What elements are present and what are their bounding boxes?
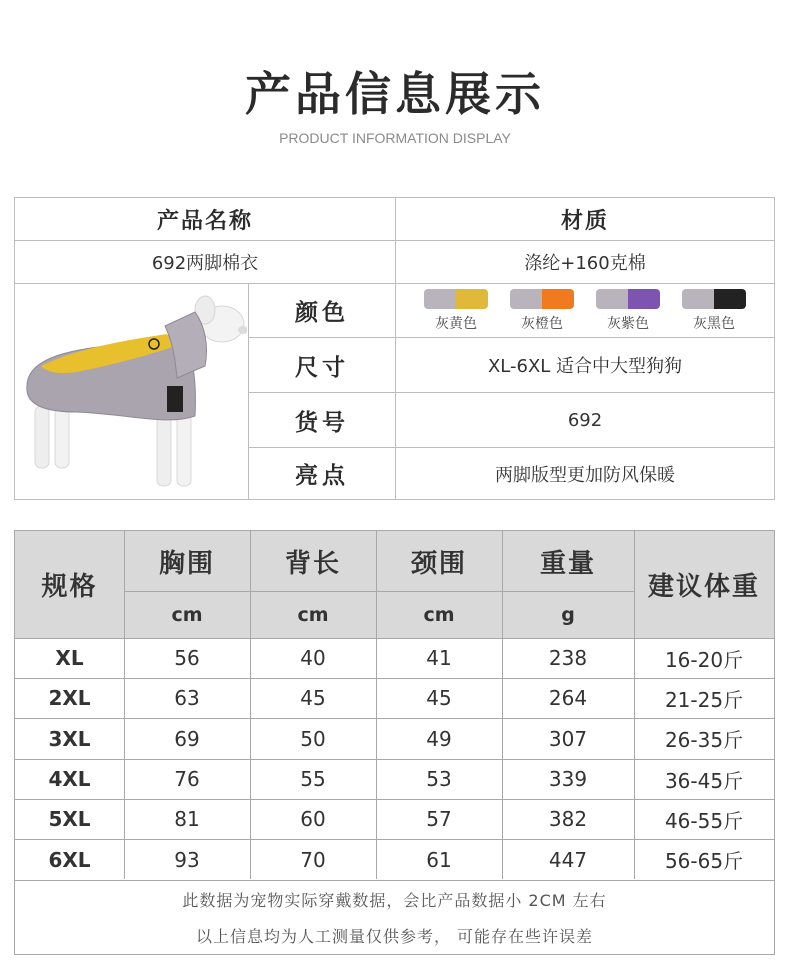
size-value: 21-25斤 [664, 687, 744, 712]
color-name: 灰紫色 [607, 315, 649, 332]
size-name: 5XL [48, 807, 91, 831]
size-value: 53 [426, 767, 452, 791]
size-value: 61 [426, 847, 452, 872]
size-value: 307 [548, 726, 588, 751]
highlight-value: 两脚版型更加防风保暖 [495, 464, 675, 486]
size-value: 57 [426, 807, 452, 831]
size-value: 93 [174, 847, 200, 872]
column-unit: cm [423, 604, 455, 626]
page-title: 产品信息展示 [245, 67, 545, 121]
column-unit: cm [171, 604, 203, 626]
material-header: 材质 [560, 208, 609, 234]
color-name: 灰橙色 [521, 315, 563, 332]
size-value: 56-65斤 [664, 849, 744, 873]
size-value: 70 [300, 847, 326, 872]
product-name-value: 692两脚棉衣 [151, 253, 259, 274]
size-value: 264 [548, 686, 588, 710]
size-value: 41 [426, 646, 452, 670]
color-name: 灰黄色 [435, 315, 477, 332]
size-value: 63 [174, 686, 200, 710]
product-name-header: 产品名称 [156, 208, 253, 234]
swatch-accent [542, 289, 574, 309]
size-label: 尺寸 [295, 354, 349, 381]
swatch-accent [714, 289, 746, 309]
sku-value: 692 [567, 409, 603, 431]
size-value: 382 [548, 807, 588, 831]
product-image [15, 284, 248, 499]
size-value: 76 [174, 767, 200, 791]
size-name: 4XL [48, 767, 91, 791]
page-subtitle: PRODUCT INFORMATION DISPLAY [279, 130, 511, 146]
color-name: 灰黑色 [693, 315, 735, 332]
size-name: XL [55, 646, 84, 670]
column-header: 背长 [284, 548, 341, 579]
column-header: 颈围 [410, 548, 467, 579]
column-header: 重量 [539, 548, 596, 579]
size-value: XL-6XL 适合中大型狗狗 [487, 356, 683, 377]
note-line-2: 以上信息均为人工测量仅供参考， 可能存在些许误差 [195, 926, 594, 946]
size-value: 69 [174, 726, 200, 751]
swatch-base [596, 289, 628, 309]
color-swatch-gray-yellow [424, 289, 488, 333]
size-header: 规格 [41, 572, 98, 602]
size-value: 56 [174, 646, 200, 670]
size-value: 50 [300, 726, 326, 751]
size-name: 2XL [48, 686, 91, 710]
sku-label: 货号 [295, 409, 349, 436]
color-swatch-gray-black [682, 289, 746, 333]
swatch-base [424, 289, 456, 309]
size-value: 45 [300, 686, 326, 710]
size-value: 45 [426, 686, 452, 710]
column-unit: g [561, 604, 575, 626]
size-value: 55 [300, 767, 326, 791]
swatch-accent [628, 289, 660, 309]
color-label: 颜色 [295, 300, 349, 326]
size-chart-table [14, 530, 775, 955]
column-unit: cm [297, 604, 329, 626]
dog-coat-illustration [17, 286, 247, 498]
color-swatch-gray-purple [596, 289, 660, 333]
size-value: 60 [300, 807, 326, 831]
size-value: 40 [300, 646, 326, 670]
size-name: 3XL [48, 726, 91, 751]
size-value: 16-20斤 [664, 647, 744, 672]
recommended-weight-header: 建议体重 [647, 572, 760, 602]
color-swatch-gray-orange [510, 289, 574, 333]
color-options [396, 284, 774, 337]
size-value: 447 [548, 847, 588, 872]
size-value: 49 [426, 726, 452, 751]
size-value: 26-35斤 [664, 728, 744, 752]
product-info-table [14, 197, 775, 500]
size-value: 46-55斤 [664, 808, 744, 833]
material-value: 涤纶+160克棉 [524, 253, 646, 274]
highlight-label: 亮点 [295, 463, 349, 489]
size-value: 339 [548, 767, 588, 791]
swatch-accent [456, 289, 488, 309]
size-name: 6XL [48, 847, 91, 872]
size-value: 81 [174, 807, 200, 831]
size-value: 238 [548, 646, 588, 670]
size-value: 36-45斤 [664, 768, 744, 793]
column-header: 胸围 [158, 548, 215, 579]
note-line-1: 此数据为宠物实际穿戴数据，会比产品数据小 2CM 左右 [182, 890, 607, 910]
swatch-base [682, 289, 714, 309]
swatch-base [510, 289, 542, 309]
